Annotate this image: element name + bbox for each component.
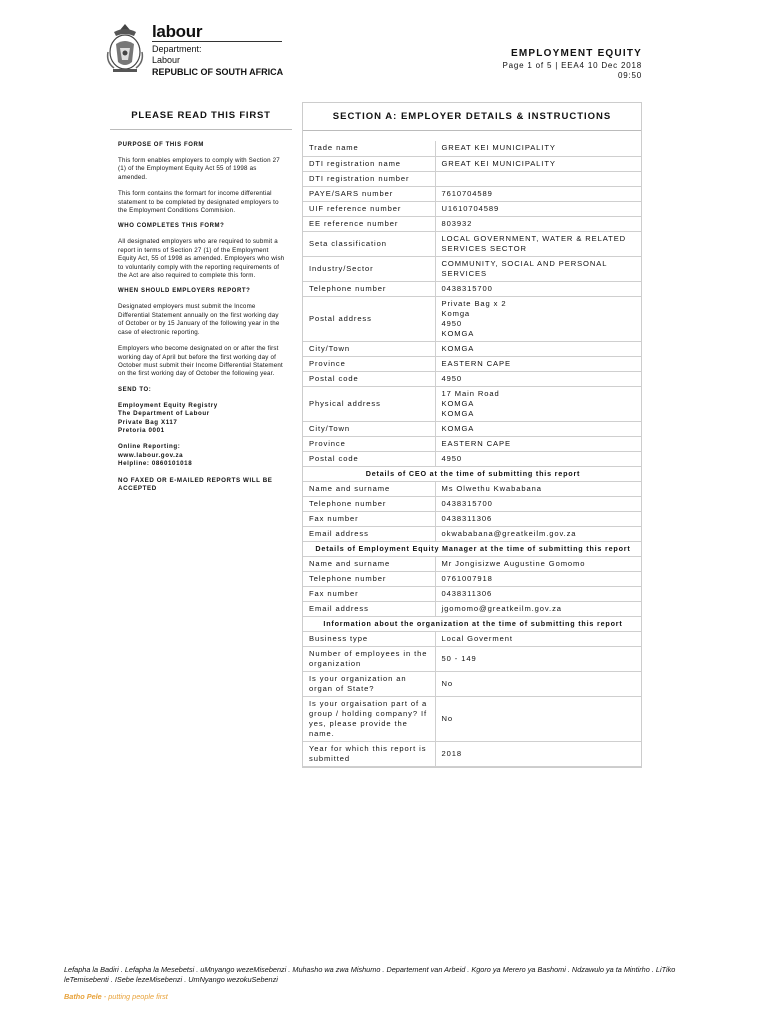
field-value: GREAT KEI MUNICIPALITY	[435, 141, 641, 156]
section-subheading: Details of Employment Equity Manager at the time of submitting this report	[303, 541, 641, 556]
field-label: Is your orgaisation part of a group / holding company? If yes, please provide the name.	[303, 696, 435, 741]
field-label: UIF reference number	[303, 201, 435, 216]
field-value: jgomomo@greatkeilm.gov.za	[435, 601, 641, 616]
field-value: 17 Main Road KOMGA KOMGA	[435, 386, 641, 421]
when-heading: WHEN SHOULD EMPLOYERS REPORT?	[118, 288, 251, 295]
section-a-heading: SECTION A: EMPLOYER DETAILS & INSTRUCTIONS	[303, 103, 641, 131]
field-value: 0761007918	[435, 571, 641, 586]
field-value: 50 - 149	[435, 646, 641, 671]
field-label: Fax number	[303, 586, 435, 601]
field-label: PAYE/SARS number	[303, 186, 435, 201]
field-label: EE reference number	[303, 216, 435, 231]
form-row	[303, 186, 641, 201]
form-row	[303, 386, 641, 421]
field-label: Postal code	[303, 371, 435, 386]
purpose-paragraph-1: This form enables employers to comply with Section 27 (1) of the Employment Equity Act 55 of 1998 as amended.	[118, 157, 280, 181]
field-value: Private Bag x 2 Komga 4950 KOMGA	[435, 296, 641, 341]
employer-details-panel	[302, 102, 642, 768]
field-value: GREAT KEI MUNICIPALITY	[435, 156, 641, 171]
registry-address: Employment Equity Registry The Department of Labour Private Bag X117 Pretoria 0001	[118, 401, 218, 434]
when-paragraph-2: Employers who become designated on or after the first working day of April but before the first working day of October must submit their Income Differential Statement on the first working day of October the following year.	[118, 345, 283, 378]
field-label: Province	[303, 356, 435, 371]
form-row	[303, 356, 641, 371]
field-label: DTI registration number	[303, 171, 435, 186]
form-row	[303, 511, 641, 526]
field-value: 0438315700	[435, 496, 641, 511]
form-row	[303, 646, 641, 671]
form-row	[303, 296, 641, 341]
field-label: Email address	[303, 601, 435, 616]
field-value: 803932	[435, 216, 641, 231]
form-row	[303, 586, 641, 601]
department-label: Department:	[152, 44, 202, 54]
instructions-heading: PLEASE READ THIS FIRST	[110, 102, 292, 130]
field-label: Telephone number	[303, 281, 435, 296]
field-label: Physical address	[303, 386, 435, 421]
field-value: KOMGA	[435, 341, 641, 356]
field-value: 0438311306	[435, 586, 641, 601]
field-value: Local Goverment	[435, 631, 641, 646]
field-value: 0438311306	[435, 511, 641, 526]
field-label: Business type	[303, 631, 435, 646]
document-time: 09:50	[617, 71, 642, 80]
instructions-panel	[110, 102, 292, 522]
field-value	[435, 171, 641, 186]
section-subheading-row	[303, 541, 641, 556]
field-label: Trade name	[303, 141, 435, 156]
field-value: 7610704589	[435, 186, 641, 201]
form-row	[303, 421, 641, 436]
footer-tagline	[64, 992, 168, 1001]
form-row	[303, 436, 641, 451]
form-row	[303, 631, 641, 646]
online-reporting: Online Reporting: www.labour.gov.za Helpline: 0860101018	[118, 443, 193, 468]
purpose-heading: PURPOSE OF THIS FORM	[118, 142, 205, 148]
field-value: COMMUNITY, SOCIAL AND PERSONAL SERVICES	[435, 256, 641, 281]
field-value: 4950	[435, 451, 641, 466]
form-row	[303, 371, 641, 386]
form-row	[303, 696, 641, 741]
section-subheading: Details of CEO at the time of submitting this report	[303, 466, 641, 481]
field-value: EASTERN CAPE	[435, 436, 641, 451]
form-row	[303, 231, 641, 256]
form-row	[303, 481, 641, 496]
tagline-text: - putting people first	[101, 992, 168, 1001]
field-label: Name and surname	[303, 556, 435, 571]
form-row	[303, 156, 641, 171]
field-value: 0438315700	[435, 281, 641, 296]
country-name: REPUBLIC OF SOUTH AFRICA	[152, 67, 284, 77]
form-row	[303, 741, 641, 766]
form-row	[303, 496, 641, 511]
field-label: Province	[303, 436, 435, 451]
no-fax-notice: NO FAXED OR E-MAILED REPORTS WILL BE ACCEPTED	[118, 476, 273, 492]
section-subheading-row	[303, 616, 641, 631]
field-value: EASTERN CAPE	[435, 356, 641, 371]
field-value: 4950	[435, 371, 641, 386]
field-label: Postal code	[303, 451, 435, 466]
form-row	[303, 601, 641, 616]
field-label: Name and surname	[303, 481, 435, 496]
who-heading: WHO COMPLETES THIS FORM?	[118, 223, 225, 230]
field-label: Seta classification	[303, 231, 435, 256]
field-value: 2018	[435, 741, 641, 766]
section-subheading-row	[303, 466, 641, 481]
when-paragraph-1: Designated employers must submit the Income Differential Statement annually on the first working day of October or by 15 January of the following year in the case of electronic reporting.	[118, 303, 280, 336]
field-label: Number of employees in the organization	[303, 646, 435, 671]
send-to-heading: SEND TO:	[118, 386, 152, 393]
field-value: No	[435, 671, 641, 696]
form-row	[303, 341, 641, 356]
purpose-paragraph-2: This form contains the formart for income differential statement to be completed by designated employers to the Employment Conditions Commision.	[118, 190, 279, 215]
form-row	[303, 451, 641, 466]
document-page-info: Page 1 of 5 | EEA4 10 Dec 2018	[502, 61, 642, 70]
form-row	[303, 216, 641, 231]
field-label: City/Town	[303, 421, 435, 436]
form-row	[303, 256, 641, 281]
field-label: Fax number	[303, 511, 435, 526]
field-value: Ms Olwethu Kwababana	[435, 481, 641, 496]
field-label: Telephone number	[303, 496, 435, 511]
form-row	[303, 571, 641, 586]
field-label: Is your organization an organ of State?	[303, 671, 435, 696]
coat-of-arms-icon	[104, 22, 146, 74]
field-value: LOCAL GOVERNMENT, WATER & RELATED SERVICES SECTOR	[435, 231, 641, 256]
who-paragraph: All designated employers who are required to submit a report in terms of Section 27 (1) of the Employment Equity Act, 55 of 1998 as amended. Employers who wish to voluntarily comply with the reporting requirements of the Act are also required to complete this form.	[118, 238, 285, 280]
field-value: Mr Jongisizwe Augustine Gomomo	[435, 556, 641, 571]
tagline-brand: Batho Pele	[64, 992, 102, 1001]
document-title: EMPLOYMENT EQUITY	[511, 48, 642, 59]
field-label: Industry/Sector	[303, 256, 435, 281]
field-label: Postal address	[303, 296, 435, 341]
form-row	[303, 141, 641, 156]
field-label: Year for which this report is submitted	[303, 741, 435, 766]
field-label: City/Town	[303, 341, 435, 356]
employer-details-table	[303, 141, 641, 767]
form-row	[303, 281, 641, 296]
form-row	[303, 171, 641, 186]
field-value: KOMGA	[435, 421, 641, 436]
field-value: U1610704589	[435, 201, 641, 216]
field-label: Telephone number	[303, 571, 435, 586]
form-row	[303, 556, 641, 571]
field-value: okwababana@greatkeilm.gov.za	[435, 526, 641, 541]
department-name: Labour	[152, 55, 181, 65]
field-value: No	[435, 696, 641, 741]
form-row	[303, 671, 641, 696]
form-row	[303, 526, 641, 541]
field-label: DTI registration name	[303, 156, 435, 171]
form-row	[303, 201, 641, 216]
brand-divider	[152, 41, 282, 42]
field-label: Email address	[303, 526, 435, 541]
section-subheading: Information about the organization at the time of submitting this report	[303, 616, 641, 631]
brand-name: labour	[152, 22, 203, 41]
footer-languages: Lefapha la Badiri . Lefapha la Mesebetsi . uMnyango wezeMisebenzi . Muhasho wa zwa Mishumo . Departement van Arbeid . Kgoro ya Merero ya Bashomi . Ndzawulo ya ta Mintirho . LiTiko leTemisebenti . ISebe lezeMisebenzi . UmNyango wezokuSebenzi	[64, 965, 676, 984]
